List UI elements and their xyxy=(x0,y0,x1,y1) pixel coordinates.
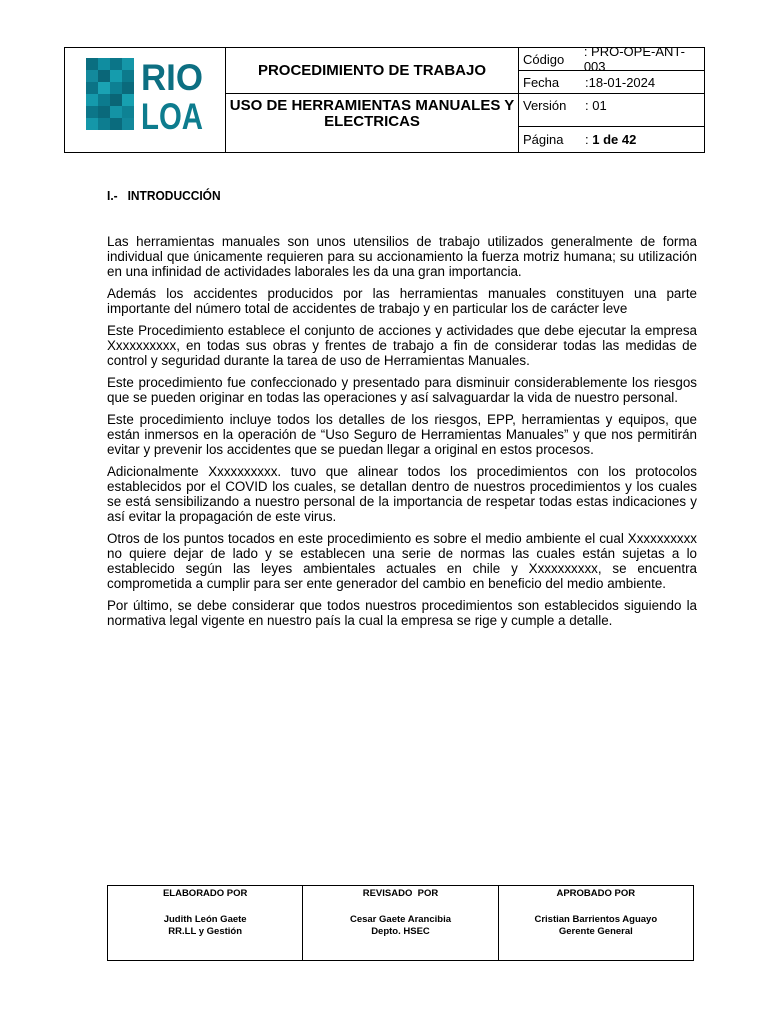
signature-name: Judith León Gaete xyxy=(163,914,247,925)
paragraph: Las herramientas manuales son unos utensilios de trabajo utilizados generalmente de forma individual que únicamente requieren para su accionamiento la fuerza motriz humana; su utilización en una infinidad de actividades laborales les da una gran importancia. xyxy=(107,234,697,279)
meta-codigo xyxy=(519,44,704,74)
paragraph: Por último, se debe considerar que todos nuestros procedimientos son establecidos siguiendo la normativa legal vigente en nuestro país la cual la empresa se rige y cumple a detalle. xyxy=(107,598,697,628)
signature-revisado xyxy=(303,886,498,960)
title-cell xyxy=(226,48,519,152)
pagina-label: Página xyxy=(523,132,564,147)
paragraph: Adicionalmente Xxxxxxxxxx. tuvo que alinear todos los procedimientos con los protocolos establecidos por el COVID los cuales, se detallan dentro de nuestros procedimientos y los cuales se está sensibilizando a nuestro personal de la importancia de respetar todas estas indicaciones y así evitar la propagación de este virus. xyxy=(107,464,697,524)
fecha-value: :18-01-2024 xyxy=(585,74,656,90)
version-value: : 01 xyxy=(585,98,607,113)
codigo-label: Código xyxy=(523,51,565,67)
signature-role: Depto. HSEC xyxy=(371,926,430,937)
codigo-value: : PRO-OPE-ANT-003 xyxy=(583,44,685,74)
procedure-type-title: PROCEDIMIENTO DE TRABAJO xyxy=(226,48,518,94)
rioloa-logo xyxy=(84,56,206,137)
signature-aprobado xyxy=(499,886,693,960)
signature-table xyxy=(107,885,694,961)
logo-cell xyxy=(65,48,226,152)
paragraph: Además los accidentes producidos por las herramientas manuales constituyen una parte importante del número total de accidentes de trabajo y en particular los de carácter leve xyxy=(107,286,697,316)
section-title: I.- INTRODUCCIÓN xyxy=(107,188,221,203)
pagina-prefix: : xyxy=(585,132,589,147)
signature-heading: REVISADO POR xyxy=(362,888,439,899)
procedure-title: USO DE HERRAMIENTAS MANUALES Y ELECTRICAS xyxy=(229,97,515,130)
paragraph: Este procedimiento fue confeccionado y presentado para disminuir considerablemente los riesgos que se pueden originar en todas las operaciones y así salvaguardar la vida de nuestro personal. xyxy=(107,375,697,405)
paragraph: Este Procedimiento establece el conjunto de acciones y actividades que debe ejecutar la empresa Xxxxxxxxxx, en todas sus obras y frentes de trabajo a fin de considerar todas las medidas de control y seguridad durante la tarea de uso de Herramientas Manuales. xyxy=(107,323,697,368)
signature-name: Cesar Gaete Arancibia xyxy=(349,914,451,925)
svg-text:RIO: RIO xyxy=(141,57,203,98)
signature-elaborado xyxy=(108,886,303,960)
pagina-value: 1 de 42 xyxy=(592,132,637,147)
document-header xyxy=(64,44,705,153)
meta-fecha xyxy=(519,71,704,94)
introduction-body xyxy=(107,234,697,635)
document-meta xyxy=(519,44,704,152)
signature-heading: APROBADO POR xyxy=(556,888,636,899)
signature-role: RR.LL y Gestión xyxy=(168,926,243,937)
signature-name: Cristian Barrientos Aguayo xyxy=(534,914,658,925)
version-label: Versión xyxy=(523,98,567,113)
meta-pagina xyxy=(519,126,704,152)
paragraph: Este procedimiento incluye todos los detalles de los riesgos, EPP, herramientas y equipos, que están inmersos en la operación de “Uso Seguro de Herramientas Manuales” y que nos permitirán evitar y prevenir los accidentes que se puedan llegar a original en estos procesos. xyxy=(107,412,697,457)
paragraph: Otros de los puntos tocados en este procedimiento es sobre el medio ambiente el cual Xxxxxxxxxx no quiere dejar de lado y se establecen una serie de normas las cuales están sujetas a lo establecido según las leyes ambientales actuales en chile y Xxxxxxxxxx, se encuentra comprometida a cumplir para ser ente generador del cambio en beneficio del medio ambiente. xyxy=(107,531,697,591)
svg-text:LOA: LOA xyxy=(141,96,203,137)
signature-role: Gerente General xyxy=(558,926,633,937)
signature-heading: ELABORADO POR xyxy=(162,888,248,899)
fecha-label: Fecha xyxy=(523,74,560,90)
meta-version xyxy=(519,94,704,117)
